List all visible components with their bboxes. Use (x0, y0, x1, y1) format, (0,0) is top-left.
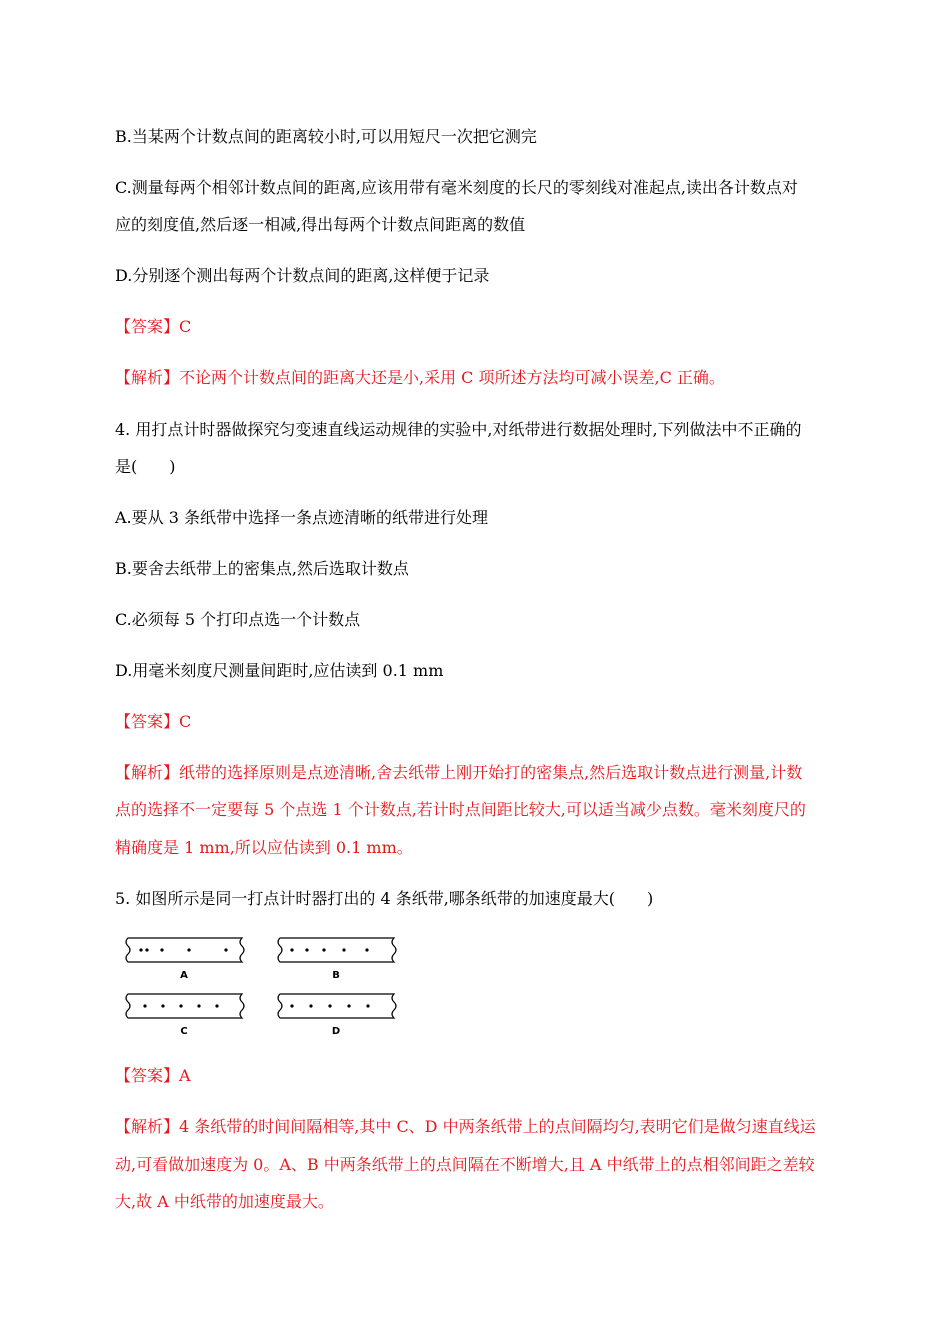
q4-explanation-3: 精确度是 1 mm,所以应估读到 0.1 mm。 (115, 838, 413, 857)
q5-explanation-3: 大,故 A 中纸带的加速度最大。 (115, 1192, 334, 1211)
q3-answer: 【答案】C (115, 317, 192, 336)
q4-answer: 【答案】C (115, 712, 192, 731)
q4-option-b: B.要舍去纸带上的密集点,然后选取计数点 (115, 559, 409, 578)
q5-stem: 5. 如图所示是同一打点计时器打出的 4 条纸带,哪条纸带的加速度最大( ) (115, 889, 654, 908)
q4-option-a: A.要从 3 条纸带中选择一条点迹清晰的纸带进行处理 (115, 508, 488, 527)
line-q3-option-c-1: C.测量每两个相邻计数点间的距离,应该用带有毫米刻度的长尺的零刻线对准起点,读出各计数点对 (115, 178, 798, 197)
tape-c (126, 994, 244, 1037)
q4-stem-1: 4. 用打点计时器做探究匀变速直线运动规律的实验中,对纸带进行数据处理时,下列做法中不正确的 (115, 420, 802, 439)
line-q3-option-c-2: 应的刻度值,然后逐一相减,得出每两个计数点间距离的数值 (115, 215, 526, 234)
q4-option-d: D.用毫米刻度尺测量间距时,应估读到 0.1 mm (115, 661, 444, 680)
tape-label-a: A (180, 970, 188, 981)
q4-explanation-1: 【解析】纸带的选择原则是点迹清晰,舍去纸带上刚开始打的密集点,然后选取计数点进行测量,计数 (115, 763, 803, 782)
line-q3-option-b: B.当某两个计数点间的距离较小时,可以用短尺一次把它测完 (115, 127, 537, 146)
tape-label-b: B (332, 970, 340, 981)
line-q3-option-d: D.分别逐个测出每两个计数点间的距离,这样便于记录 (115, 266, 490, 285)
q4-option-c: C.必须每 5 个打印点选一个计数点 (115, 610, 361, 629)
tape-b (278, 938, 396, 981)
q5-explanation-1: 【解析】4 条纸带的时间间隔相等,其中 C、D 中两条纸带上的点间隔均匀,表明它们是做匀速直线运 (115, 1117, 816, 1136)
paper-tapes-figure (122, 934, 402, 1042)
tape-a (126, 938, 244, 981)
tape-d (278, 994, 396, 1037)
q4-stem-2: 是( ) (115, 457, 176, 476)
q4-explanation-2: 点的选择不一定要每 5 个点选 1 个计数点,若计时点间距比较大,可以适当减少点数。毫米刻度尺的 (115, 800, 806, 819)
q5-explanation-2: 动,可看做加速度为 0。A、B 中两条纸带上的点间隔在不断增大,且 A 中纸带上的点相邻间距之差较 (115, 1155, 815, 1174)
tape-label-c: C (180, 1026, 188, 1037)
q5-answer: 【答案】A (115, 1066, 191, 1085)
tape-label-d: D (331, 1026, 341, 1037)
q3-explanation: 【解析】不论两个计数点间的距离大还是小,采用 C 项所述方法均可减小误差,C 正确。 (115, 368, 725, 387)
